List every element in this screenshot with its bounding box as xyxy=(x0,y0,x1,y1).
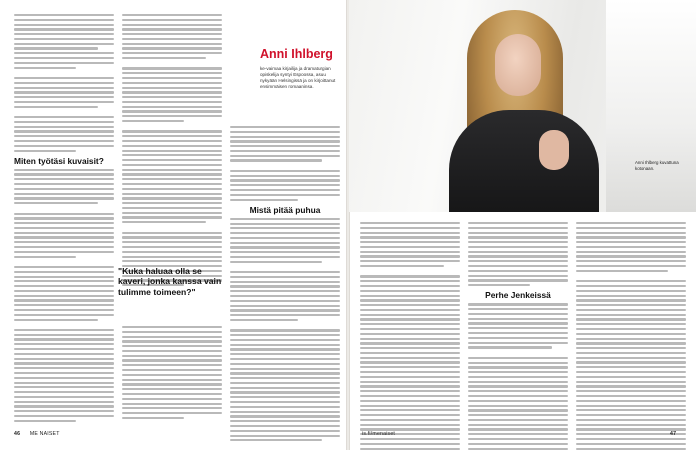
body-text-placeholder xyxy=(14,169,114,422)
body-text-placeholder xyxy=(360,222,460,450)
body-text-placeholder xyxy=(468,303,568,450)
body-text-placeholder xyxy=(576,222,686,450)
left-column-3 xyxy=(230,126,340,450)
body-text-placeholder xyxy=(230,218,340,450)
right-folio-number xyxy=(670,431,684,437)
section-heading: Miten työtäsi kuvaisit? xyxy=(14,155,104,166)
portrait-photo xyxy=(349,0,696,212)
body-text-placeholder xyxy=(468,222,568,286)
left-column-1 xyxy=(14,14,114,422)
left-column-2 xyxy=(122,14,222,286)
right-folio-url xyxy=(362,431,395,437)
author-name: Anni Ihlberg xyxy=(260,47,333,61)
photo-caption: Anni Ihlberg kuvattuna kotonaan. xyxy=(635,160,679,171)
right-column-3 xyxy=(576,222,686,450)
photo-subject-hand xyxy=(539,130,569,170)
body-text-placeholder xyxy=(14,14,114,152)
section-heading: Mistä pitää puhua xyxy=(249,204,321,215)
photo-subject-body xyxy=(449,110,599,212)
magazine-url: is.fi/menaiset xyxy=(362,431,396,437)
author-byline xyxy=(260,48,340,90)
pull-quote: "Kuka haluaa olla se kaveri, jonka kanssa vain tulimme toimeen?" xyxy=(118,266,222,297)
left-folio xyxy=(14,431,60,437)
right-column-2 xyxy=(468,222,568,450)
author-description: ke-vaimaa kirjailija ja dramaturgian opiskelija syntyi Espoossa, asuu nykyään Helsingissä ja on kirjoittanut ensimmäisen romaaninsa. xyxy=(260,66,336,90)
body-text-placeholder xyxy=(122,326,222,419)
photo-background-window xyxy=(606,0,696,212)
body-text-placeholder xyxy=(122,14,222,286)
right-column-1 xyxy=(360,222,460,450)
page-number: 46 xyxy=(14,431,21,437)
section-heading: Perhe Jenkeissä xyxy=(485,290,551,301)
magazine-name: ME NAISET xyxy=(29,431,60,437)
body-text-placeholder xyxy=(230,126,340,201)
left-column-2-bottom xyxy=(122,326,222,419)
photo-subject-face xyxy=(495,34,541,96)
page-number: 47 xyxy=(670,431,677,437)
